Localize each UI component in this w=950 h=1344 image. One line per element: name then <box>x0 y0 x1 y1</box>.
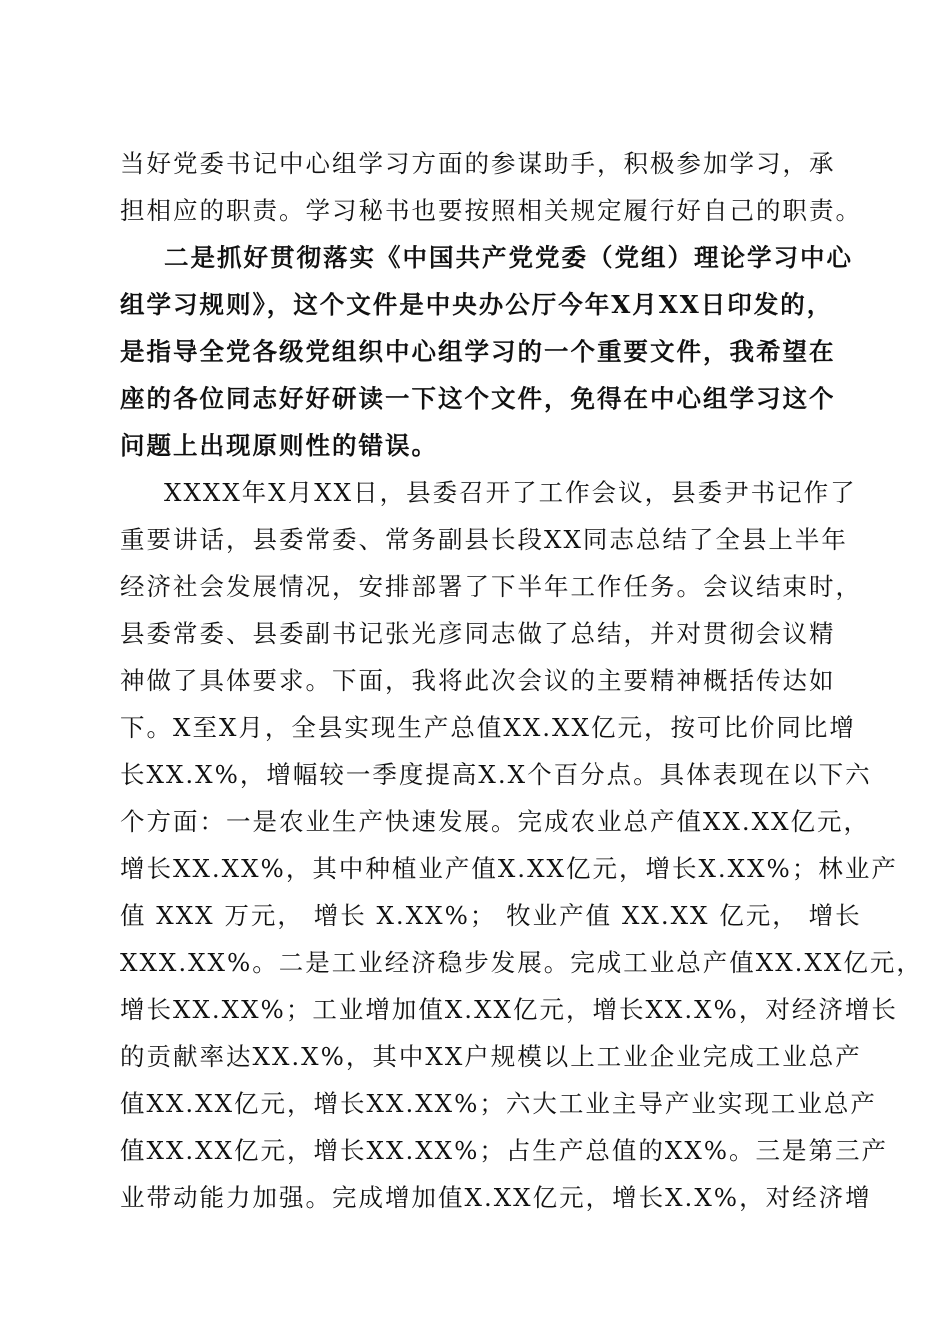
text-line: 业带动能力加强。完成增加值X.XX亿元，增长X.X%，对经济增 <box>120 1183 872 1212</box>
text-line: 担相应的职责。学习秘书也要按照相关规定履行好自己的职责。 <box>120 196 862 225</box>
text-line: 重要讲话，县委常委、常务副县长段XX同志总结了全县上半年 <box>120 525 848 554</box>
paragraph-1 <box>120 140 862 234</box>
text-line: XXX.XX%。二是工业经济稳步发展。完成工业总产值XX.XX亿元， <box>120 948 923 977</box>
text-line: 增长XX.XX%；工业增加值X.XX亿元，增长XX.X%，对经济增长 <box>120 995 898 1024</box>
text-line: 县委常委、县委副书记张光彦同志做了总结，并对贯彻会议精 <box>120 619 836 648</box>
text-line: 问题上出现原则性的错误。 <box>120 431 438 460</box>
text-line: 座的各位同志好好研读一下这个文件，免得在中心组学习这个 <box>120 384 836 413</box>
paragraph-3 <box>120 469 923 1221</box>
text-line: 下。X至X月，全县实现生产总值XX.XX亿元，按可比价同比增 <box>120 713 856 742</box>
text-line: 的贡献率达XX.X%，其中XX户规模以上工业企业完成工业总产 <box>120 1042 862 1071</box>
text-line: 神做了具体要求。下面，我将此次会议的主要精神概括传达如 <box>120 666 836 695</box>
text-line: 二是抓好贯彻落实《中国共产党党委（党组）理论学习中心 <box>164 243 853 272</box>
text-line: 值XX.XX亿元，增长XX.XX%；六大工业主导产业实现工业总产 <box>120 1089 877 1118</box>
document-body <box>120 140 923 1221</box>
text-line: 值XX.XX亿元，增长XX.XX%；占生产总值的XX%。三是第三产 <box>120 1136 889 1165</box>
text-line: 值 XXX 万元， 增长 X.XX%； 牧业产值 XX.XX 亿元， 增长 <box>120 901 862 930</box>
text-line: 是指导全党各级党组织中心组学习的一个重要文件，我希望在 <box>120 337 836 366</box>
text-line: 个方面：一是农业生产快速发展。完成农业总产值XX.XX亿元， <box>120 807 871 836</box>
text-line: 长XX.X%，增幅较一季度提高X.X个百分点。具体表现在以下六 <box>120 760 872 789</box>
text-line: 当好党委书记中心组学习方面的参谋助手，积极参加学习，承 <box>120 149 836 178</box>
text-line: 经济社会发展情况，安排部署了下半年工作任务。会议结束时， <box>120 572 862 601</box>
text-line: 增长XX.XX%，其中种植业产值X.XX亿元，增长X.XX%；林业产 <box>120 854 898 883</box>
text-line: 组学习规则》，这个文件是中央办公厅今年X月XX日印发的， <box>120 290 834 319</box>
paragraph-2 <box>120 234 853 469</box>
text-line: XXXX年X月XX日，县委召开了工作会议，县委尹书记作了 <box>164 478 857 507</box>
